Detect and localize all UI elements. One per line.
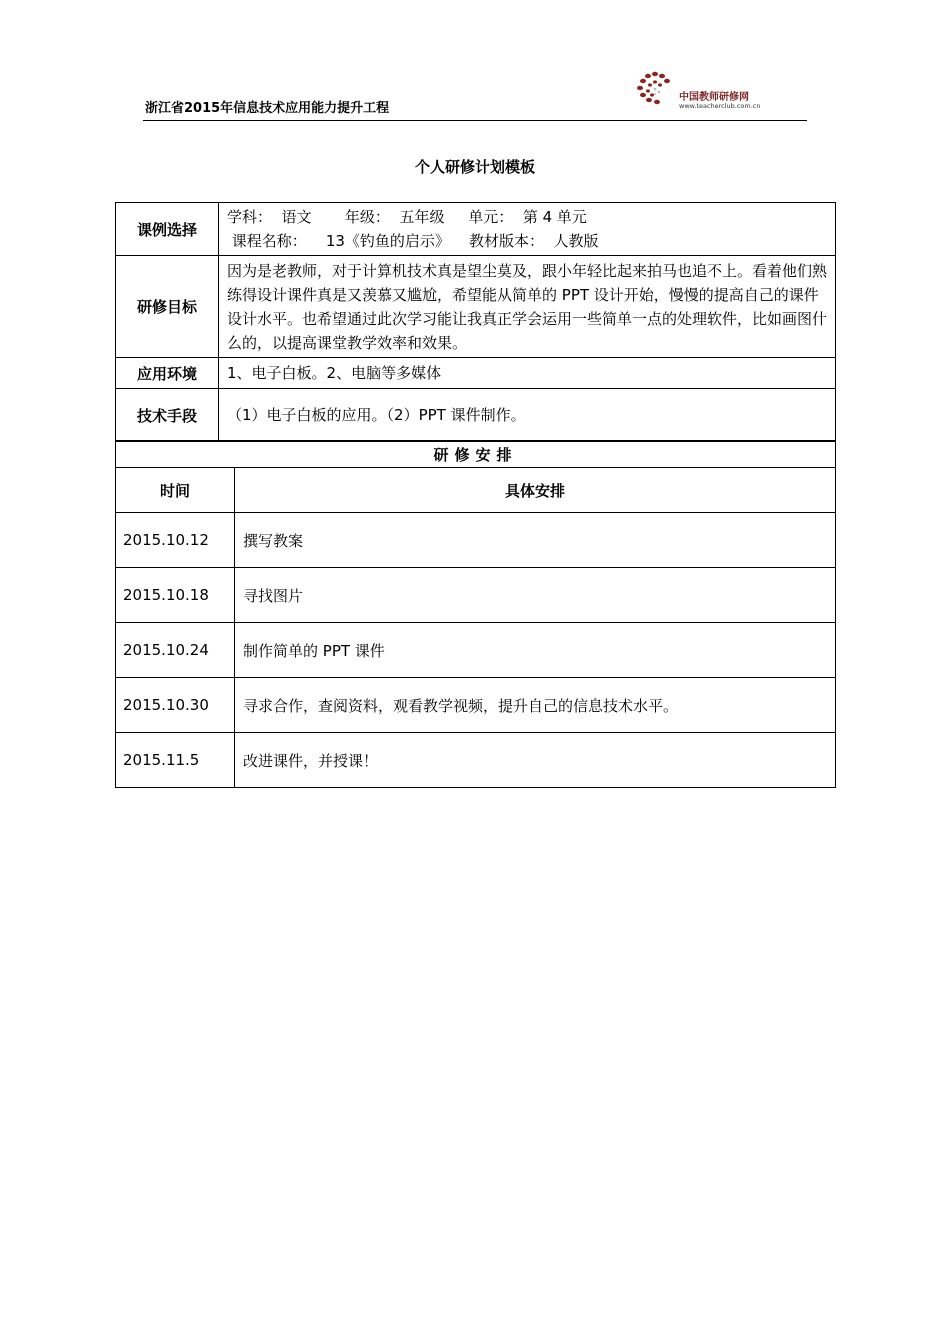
tech-text: （1）电子白板的应用。（2）PPT 课件制作。 <box>219 389 836 442</box>
page-header <box>143 66 807 121</box>
goal-row <box>116 256 836 358</box>
course-row <box>116 203 836 256</box>
row-date: 2015.10.18 <box>116 568 235 623</box>
row-date: 2015.10.30 <box>116 678 235 733</box>
goal-text: 因为是老教师，对于计算机技术真是望尘莫及，跟小年轻比起来拍马也追不上。看着他们熟练得设计课件真是又羡慕又尴尬，希望能从简单的 PPT 设计开始，慢慢的提高自己的课件设计水平。也希望通过此次学习能让我真正学会运用一些简单一点的处理软件，比如画图什么的，以提高课堂教学效率和效果。 <box>219 256 836 358</box>
info-table <box>115 202 836 442</box>
tech-row <box>116 389 836 442</box>
row-date: 2015.10.12 <box>116 513 235 568</box>
env-label: 应用环境 <box>116 358 219 389</box>
header-title: 浙江省2015年信息技术应用能力提升工程 <box>145 101 390 116</box>
schedule-section-title: 研修安排 <box>116 441 836 468</box>
tech-label: 技术手段 <box>116 389 219 442</box>
course-content <box>219 203 836 256</box>
col-header-plan: 具体安排 <box>235 468 836 513</box>
logo-url: www.teacherclub.com.cn <box>679 102 761 110</box>
goal-label: 研修目标 <box>116 256 219 358</box>
row-date: 2015.10.24 <box>116 623 235 678</box>
table-row <box>116 678 836 733</box>
logo-name: 中国教师研修网 <box>679 92 749 103</box>
env-row <box>116 358 836 389</box>
subject-line: 学科： 语文 年级： 五年级 单元： 第 4 单元 <box>227 208 587 226</box>
course-name-line: 课程名称： 13《钓鱼的启示》 教材版本： 人教版 <box>227 232 599 250</box>
env-text: 1、电子白板。2、电脑等多媒体 <box>219 358 836 389</box>
table-row <box>116 733 836 788</box>
table-row <box>116 623 836 678</box>
row-plan: 撰写教案 <box>235 513 836 568</box>
document-title: 个人研修计划模板 <box>414 158 535 176</box>
schedule-table <box>115 440 836 788</box>
col-header-time: 时间 <box>116 468 235 513</box>
row-date: 2015.11.5 <box>116 733 235 788</box>
row-plan: 寻找图片 <box>235 568 836 623</box>
table-row <box>116 568 836 623</box>
course-label: 课例选择 <box>116 203 219 256</box>
flower-logo-icon <box>631 68 679 108</box>
row-plan: 制作简单的 PPT 课件 <box>235 623 836 678</box>
row-plan: 寻求合作，查阅资料，观看教学视频，提升自己的信息技术水平。 <box>235 678 836 733</box>
row-plan: 改进课件，并授课！ <box>235 733 836 788</box>
teacherclub-logo <box>631 68 791 116</box>
table-row <box>116 513 836 568</box>
